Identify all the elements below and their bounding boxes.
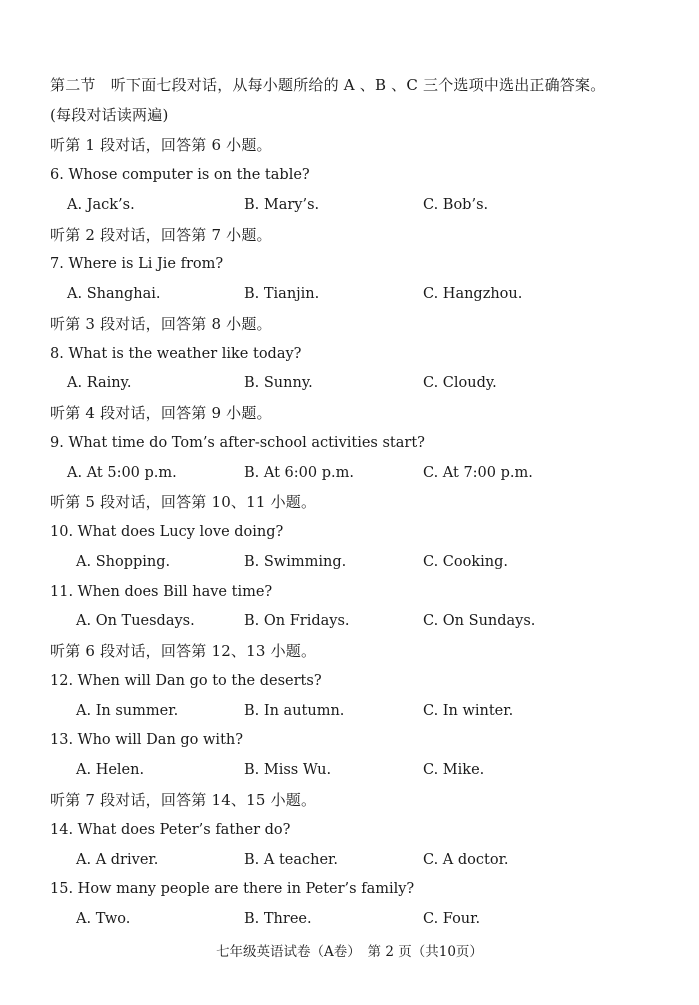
section-note: (每段对话读两遍)	[50, 106, 169, 124]
options-9	[0, 464, 699, 482]
option-a: A. On Tuesdays.	[76, 613, 195, 629]
section-title: 第二节 听下面七段对话，从每小题所给的 A 、B 、C 三个选项中选出正确答案。	[50, 76, 606, 94]
option-b: B. On Fridays.	[244, 613, 350, 629]
option-b: B. Miss Wu.	[244, 762, 332, 778]
option-b: B. At 6:00 p.m.	[244, 465, 354, 481]
options-8	[0, 374, 699, 392]
question-13: 13. Who will Dan go with?	[50, 732, 244, 748]
question-7: 7. Where is Li Jie from?	[50, 256, 224, 272]
option-c: C. Bob’s.	[423, 197, 489, 213]
option-a: A. Two.	[76, 911, 131, 927]
option-c: C. In winter.	[423, 703, 514, 719]
option-b: B. Tianjin.	[244, 286, 320, 302]
option-b: B. Swimming.	[244, 554, 347, 570]
question-15: 15. How many people are there in Peter’s family?	[50, 881, 415, 897]
options-7	[0, 285, 699, 303]
dialogue-instruction-4: 听第 4 段对话，回答第 9 小题。	[50, 404, 272, 422]
option-a: A. At 5:00 p.m.	[67, 465, 177, 481]
option-a: A. Shopping.	[76, 554, 171, 570]
option-c: C. Hangzhou.	[423, 286, 523, 302]
option-b: B. In autumn.	[244, 703, 345, 719]
options-6	[0, 196, 699, 214]
dialogue-instruction-2: 听第 2 段对话，回答第 7 小题。	[50, 226, 272, 244]
dialogue-instruction-1: 听第 1 段对话，回答第 6 小题。	[50, 136, 272, 154]
options-10	[0, 553, 699, 571]
question-9: 9. What time do Tom’s after-school activities start?	[50, 435, 425, 451]
options-11	[0, 612, 699, 630]
dialogue-instruction-3: 听第 3 段对话，回答第 8 小题。	[50, 315, 272, 333]
options-14	[0, 851, 699, 869]
options-13	[0, 761, 699, 779]
options-12	[0, 702, 699, 720]
option-a: A. Jack’s.	[67, 197, 135, 213]
question-8: 8. What is the weather like today?	[50, 346, 302, 362]
option-c: C. Mike.	[423, 762, 485, 778]
option-c: C. Four.	[423, 911, 481, 927]
option-a: A. Shanghai.	[67, 286, 161, 302]
option-c: C. On Sundays.	[423, 613, 536, 629]
question-6: 6. Whose computer is on the table?	[50, 167, 310, 183]
option-b: B. Sunny.	[244, 375, 313, 391]
question-14: 14. What does Peter’s father do?	[50, 822, 291, 838]
option-a: A. A driver.	[76, 852, 159, 868]
option-c: C. Cooking.	[423, 554, 509, 570]
option-b: B. Mary’s.	[244, 197, 320, 213]
page-footer: 七年级英语试卷（A卷） 第 2 页（共10页）	[216, 944, 483, 960]
dialogue-instruction-7: 听第 7 段对话，回答第 14、15 小题。	[50, 791, 317, 809]
option-c: C. At 7:00 p.m.	[423, 465, 533, 481]
dialogue-instruction-6: 听第 6 段对话，回答第 12、13 小题。	[50, 642, 317, 660]
question-11: 11. When does Bill have time?	[50, 584, 273, 600]
dialogue-instruction-5: 听第 5 段对话，回答第 10、11 小题。	[50, 493, 317, 511]
question-12: 12. When will Dan go to the deserts?	[50, 673, 322, 689]
option-b: B. Three.	[244, 911, 312, 927]
option-a: A. Rainy.	[67, 375, 132, 391]
options-15	[0, 910, 699, 928]
option-a: A. In summer.	[76, 703, 179, 719]
option-a: A. Helen.	[76, 762, 145, 778]
option-c: C. Cloudy.	[423, 375, 497, 391]
question-10: 10. What does Lucy love doing?	[50, 524, 284, 540]
option-b: B. A teacher.	[244, 852, 338, 868]
option-c: C. A doctor.	[423, 852, 509, 868]
